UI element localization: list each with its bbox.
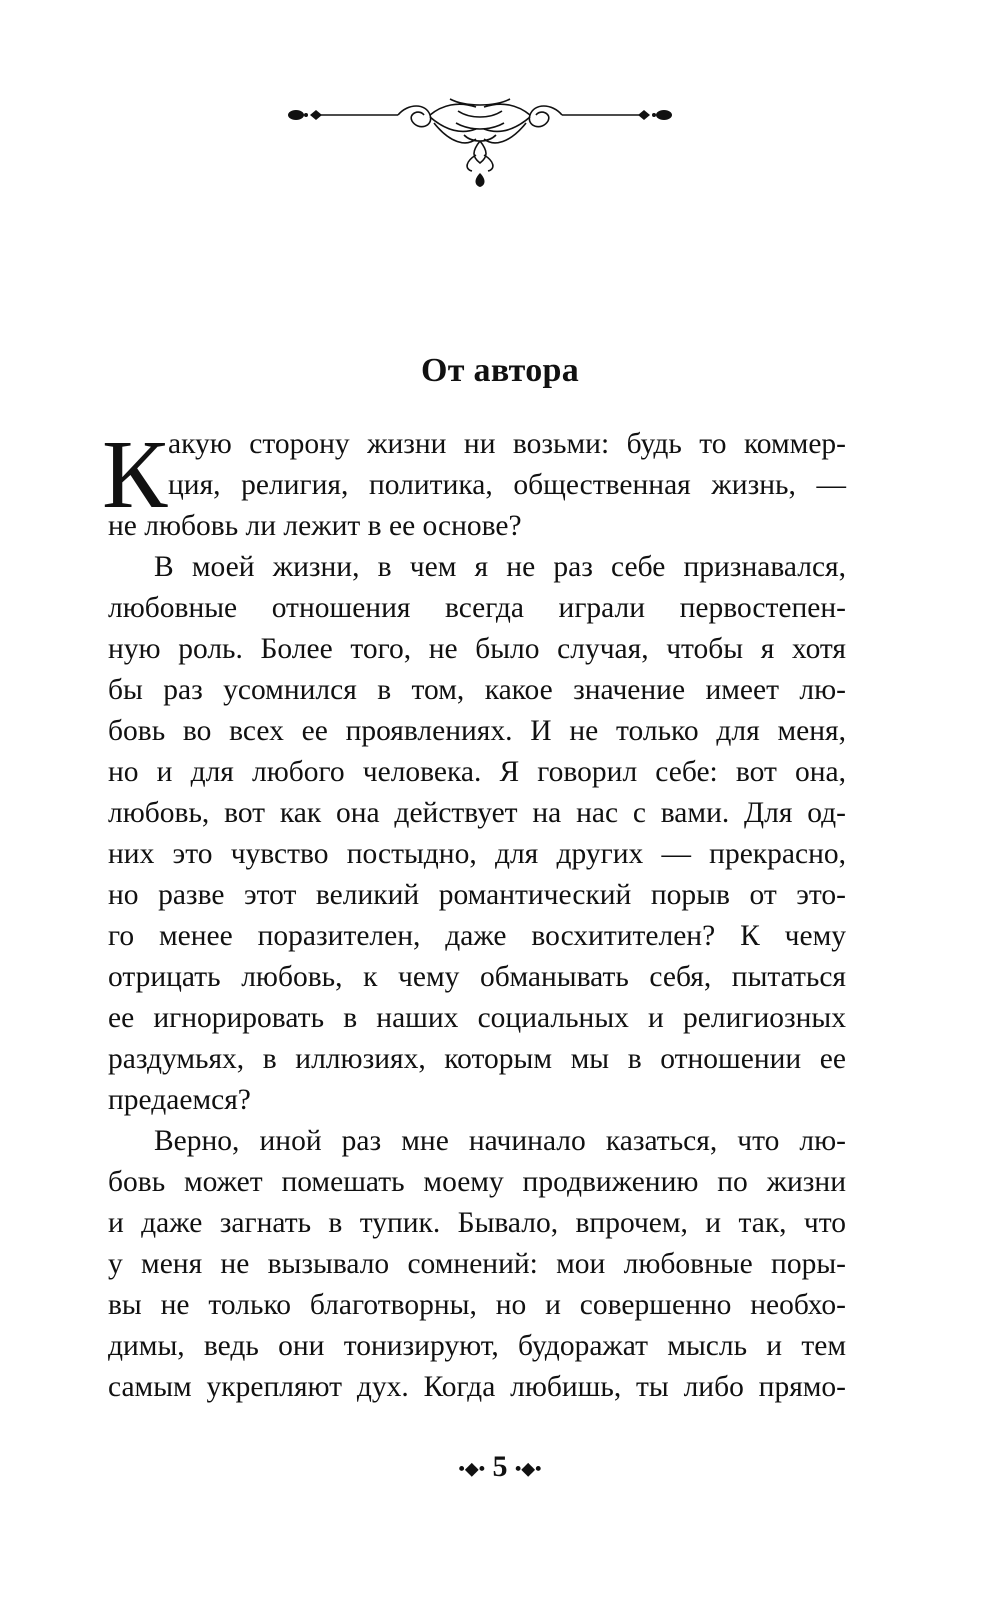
- text-line: ция, религия, политика, общественная жизнь, —: [168, 469, 846, 501]
- text-line: вы не только благотворны, но и совершенно необхо-: [108, 1289, 846, 1321]
- text-line: у меня не вызывало сомнений: мои любовные поры-: [108, 1248, 846, 1280]
- text-line: и даже загнать в тупик. Бывало, впрочем, и так, что: [108, 1207, 846, 1239]
- text-line: бовь может помешать моему продвижению по жизни: [108, 1166, 846, 1198]
- text-line: отрицать любовь, к чему обманывать себя, пытаться: [108, 961, 846, 993]
- drop-cap: К: [102, 421, 168, 529]
- text-line: предаемся?: [108, 1084, 251, 1116]
- text-line: бы раз усомнился в том, какое значение имеет лю-: [108, 674, 846, 706]
- text-line: самым укрепляют дух. Когда любишь, ты либо прямо-: [108, 1371, 846, 1403]
- text-line: раздумьях, в иллюзиях, которым мы в отношении ее: [108, 1043, 846, 1075]
- text-line: но и для любого человека. Я говорил себе: вот она,: [108, 756, 846, 788]
- text-line: бовь во всех ее проявлениях. И не только для меня,: [108, 715, 846, 747]
- text-line: но разве этот великий романтический порыв от это-: [108, 879, 846, 911]
- left-bullet-icon: •◆•: [458, 1458, 485, 1479]
- text-line: ную роль. Более того, не было случая, чтобы я хотя: [108, 633, 846, 665]
- chapter-title: От автора: [420, 352, 580, 389]
- text-line: димы, ведь они тонизируют, будоражат мысль и тем: [108, 1330, 846, 1362]
- text-line: любовные отношения всегда играли первостепен-: [108, 592, 846, 624]
- text-line: них это чувство постыдно, для других — прекрасно,: [108, 838, 846, 870]
- body-text: [102, 421, 846, 1408]
- text-line: не любовь ли лежит в ее основе?: [108, 510, 522, 542]
- flourish-divider-icon: [280, 95, 680, 195]
- page-number-footer: [0, 1450, 1000, 1484]
- text-line: акую сторону жизни ни возьми: будь то коммер-: [168, 428, 846, 460]
- page-number: 5: [492, 1450, 508, 1483]
- text-line: го менее поразителен, даже восхитителен? К чему: [108, 920, 846, 952]
- text-line: Верно, иной раз мне начинало казаться, что лю-: [154, 1125, 846, 1157]
- right-bullet-icon: •◆•: [515, 1458, 542, 1479]
- text-line: любовь, вот как она действует на нас с вами. Для од-: [108, 797, 846, 829]
- text-line: ее игнорировать в наших социальных и религиозных: [108, 1002, 846, 1034]
- text-line: В моей жизни, в чем я не раз себе признавался,: [154, 551, 846, 583]
